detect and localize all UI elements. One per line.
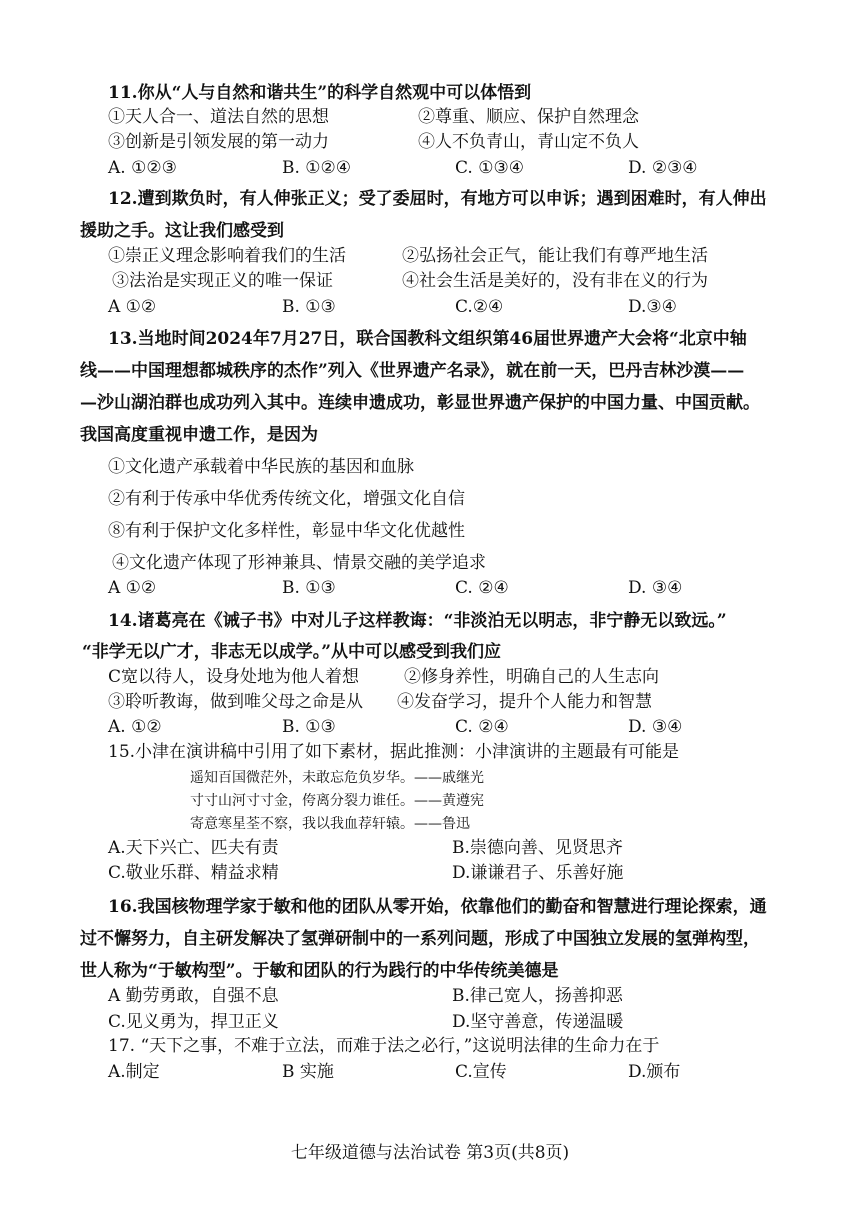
question-13-stem-2: 线——中国理想都城秩序的杰作”列入《世界遗产名录》，就在前一天，巴丹吉林沙漠—— xyxy=(80,361,745,381)
q14-option-c: C. ②④ xyxy=(455,717,509,737)
q17-option-b: B 实施 xyxy=(282,1062,334,1082)
q14-item-3: ③聆听教诲，做到唯父母之命是从 xyxy=(108,692,363,712)
q14-item-2: ②修身养性，明确自己的人生志向 xyxy=(404,667,659,687)
q15-quote-2: 寸寸山河寸寸金，侉离分裂力谁任。——黄遵宪 xyxy=(190,793,484,809)
page-footer: 七年级道德与法治试卷 第3页(共8页) xyxy=(290,1143,570,1163)
q14-option-a: A. ①② xyxy=(108,717,162,737)
q12-option-d: D.③④ xyxy=(628,297,677,317)
question-11-stem: 11.你从“人与自然和谐共生”的科学自然观中可以体悟到 xyxy=(108,83,532,103)
q14-item-4: ④发奋学习，提升个人能力和智慧 xyxy=(397,692,652,712)
q12-option-c: C.②④ xyxy=(455,297,504,317)
q15-option-d: D.谦谦君子、乐善好施 xyxy=(452,863,624,883)
q14-item-1: C宽以待人，设身处地为他人着想 xyxy=(108,667,360,687)
q13-option-d: D. ③④ xyxy=(628,578,683,598)
q11-item-1: ①天人合一、道法自然的思想 xyxy=(108,107,329,127)
question-14-stem-1: 14.诸葛亮在《诫子书》中对儿子这样教诲：“非淡泊无以明志，非宁静无以致远。” xyxy=(108,611,727,631)
q16-option-d: D.坚守善意，传递温暖 xyxy=(452,1012,624,1032)
q11-item-2: ②尊重、顺应、保护自然理念 xyxy=(418,107,639,127)
q15-option-c: C.敬业乐群、精益求精 xyxy=(108,863,279,883)
q11-item-3: ③创新是引领发展的第一动力 xyxy=(108,132,329,152)
q16-option-c: C.见义勇为，捍卫正义 xyxy=(108,1012,279,1032)
q12-option-b: B. ①③ xyxy=(282,297,336,317)
q13-option-c: C. ②④ xyxy=(455,578,509,598)
q12-item-1: ①崇正义理念影响着我们的生活 xyxy=(108,246,346,266)
q15-option-a: A.天下兴亡、匹夫有责 xyxy=(108,838,279,858)
question-16-stem-3: 世人称为“于敏构型”。于敏和团队的行为践行的中华传统美德是 xyxy=(80,961,559,981)
q16-option-a: A 勤劳勇敢，自强不息 xyxy=(108,986,279,1006)
q11-item-4: ④人不负青山，青山定不负人 xyxy=(418,132,639,152)
q12-item-3: ③法治是实现正义的唯一保证 xyxy=(112,271,333,291)
q15-quote-1: 遥知百国微茫外，未敢忘危负岁华。——戚继光 xyxy=(190,770,484,786)
q15-quote-3: 寄意寒星荃不察，我以我血荐轩辕。——鲁迅 xyxy=(190,816,470,832)
q11-option-b: B. ①②④ xyxy=(282,158,352,178)
question-13-stem-4: 我国高度重视申遗工作，是因为 xyxy=(80,425,318,445)
question-13-stem-1: 13.当地时间2024年7月27日，联合国教科文组织第46届世界遗产大会将“北京中轴 xyxy=(108,329,747,349)
q17-option-c: C.宣传 xyxy=(455,1062,507,1082)
question-13-stem-3: —沙山湖泊群也成功列入其中。连续申遗成功，彰显世界遗产保护的中国力量、中国贡献。 xyxy=(80,393,760,413)
q13-item-4: ④文化遗产体现了形神兼具、情景交融的美学追求 xyxy=(112,553,486,573)
question-15-stem: 15.小津在演讲稿中引用了如下素材，据此推测：小津演讲的主题最有可能是 xyxy=(108,742,680,762)
q14-option-b: B. ①③ xyxy=(282,717,336,737)
q17-option-a: A.制定 xyxy=(108,1062,160,1082)
q11-option-a: A. ①②③ xyxy=(108,158,177,178)
q11-option-c: C. ①③④ xyxy=(455,158,524,178)
question-16-stem-2: 过不懈努力，自主研发解决了氢弹研制中的一系列问题，形成了中国独立发展的氢弹构型， xyxy=(80,929,760,949)
q12-option-a: A ①② xyxy=(108,297,157,317)
q12-item-4: ④社会生活是美好的，没有非在义的行为 xyxy=(402,271,708,291)
q12-item-2: ②弘扬社会正气，能让我们有尊严地生活 xyxy=(402,246,708,266)
q13-item-2: ②有利于传承中华优秀传统文化，增强文化自信 xyxy=(108,489,465,509)
question-17-stem: 17. “天下之事，不难于立法，而难于法之必行，”这说明法律的生命力在于 xyxy=(108,1036,660,1056)
q14-option-d: D. ③④ xyxy=(628,717,683,737)
question-14-stem-2: “非学无以广才，非志无以成学。”从中可以感受到我们应 xyxy=(82,642,502,662)
question-12-stem-1: 12.遭到欺负时，有人伸张正义；受了委屈时，有地方可以申诉；遇到困难时，有人伸出 xyxy=(108,189,767,209)
question-12-stem-2: 援助之手。这让我们感受到 xyxy=(80,221,284,241)
q16-option-b: B.律己宽人，扬善抑恶 xyxy=(452,986,623,1006)
q13-item-1: ①文化遗产承载着中华民族的基因和血脉 xyxy=(108,457,414,477)
q13-option-b: B. ①③ xyxy=(282,578,336,598)
q11-option-d: D. ②③④ xyxy=(628,158,698,178)
q17-option-d: D.颁布 xyxy=(628,1062,681,1082)
q13-option-a: A ①② xyxy=(108,578,157,598)
q13-item-3: ⑧有利于保护文化多样性，彰显中华文化优越性 xyxy=(108,521,465,541)
question-16-stem-1: 16.我国核物理学家于敏和他的团队从零开始，依靠他们的勤奋和智慧进行理论探索，通 xyxy=(108,897,767,917)
q15-option-b: B.崇德向善、见贤思齐 xyxy=(452,838,623,858)
